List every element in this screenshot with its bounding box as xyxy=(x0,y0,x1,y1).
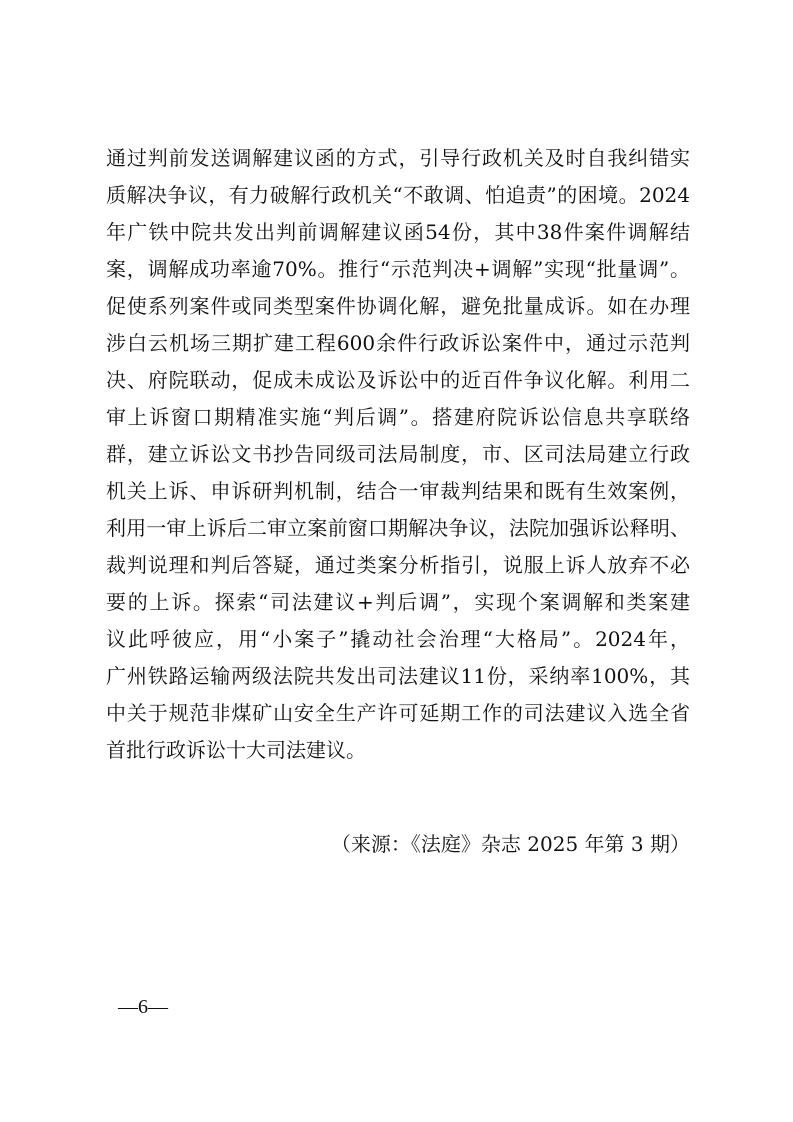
body-line: 裁判说理和判后答疑，通过类案分析指引，说服上诉人放弃不必 xyxy=(106,553,690,577)
body-line: 通过判前发送调解建议函的方式，引导行政机关及时自我纠错实 xyxy=(106,146,690,170)
article-body xyxy=(106,140,690,769)
body-line: 涉白云机场三期扩建工程600余件行政诉讼案件中，通过示范判 xyxy=(106,331,690,355)
page-number: —6— xyxy=(118,996,168,1018)
body-line: 议此呼彼应，用“小案子”撬动社会治理“大格局”。2024年， xyxy=(106,627,690,651)
body-line: 群，建立诉讼文书抄告同级司法局制度，市、区司法局建立行政 xyxy=(106,442,690,466)
source-citation: （来源：《法庭》杂志 2025 年第 3 期） xyxy=(330,832,690,856)
body-line: 促使系列案件或同类型案件协调化解，避免批量成诉。如在办理 xyxy=(106,294,690,318)
body-line: 广州铁路运输两级法院共发出司法建议11份，采纳率100%，其 xyxy=(106,664,690,688)
body-line: 机关上诉、申诉研判机制，结合一审裁判结果和既有生效案例， xyxy=(106,479,690,503)
body-line-last: 首批行政诉讼十大司法建议。 xyxy=(106,738,366,762)
body-line: 要的上诉。探索“司法建议+判后调”，实现个案调解和类案建 xyxy=(106,590,690,614)
body-line: 案，调解成功率逾70%。推行“示范判决+调解”实现“批量调”。 xyxy=(106,257,690,281)
body-line: 质解决争议，有力破解行政机关“不敢调、怕追责”的困境。2024 xyxy=(106,183,690,207)
body-line: 利用一审上诉后二审立案前窗口期解决争议，法院加强诉讼释明、 xyxy=(106,516,690,540)
body-line: 审上诉窗口期精准实施“判后调”。搭建府院诉讼信息共享联络 xyxy=(106,405,690,429)
body-line: 年广铁中院共发出判前调解建议函54份，其中38件案件调解结 xyxy=(106,220,690,244)
body-line: 决、府院联动，促成未成讼及诉讼中的近百件争议化解。利用二 xyxy=(106,368,690,392)
body-line: 中关于规范非煤矿山安全生产许可延期工作的司法建议入选全省 xyxy=(106,701,690,725)
